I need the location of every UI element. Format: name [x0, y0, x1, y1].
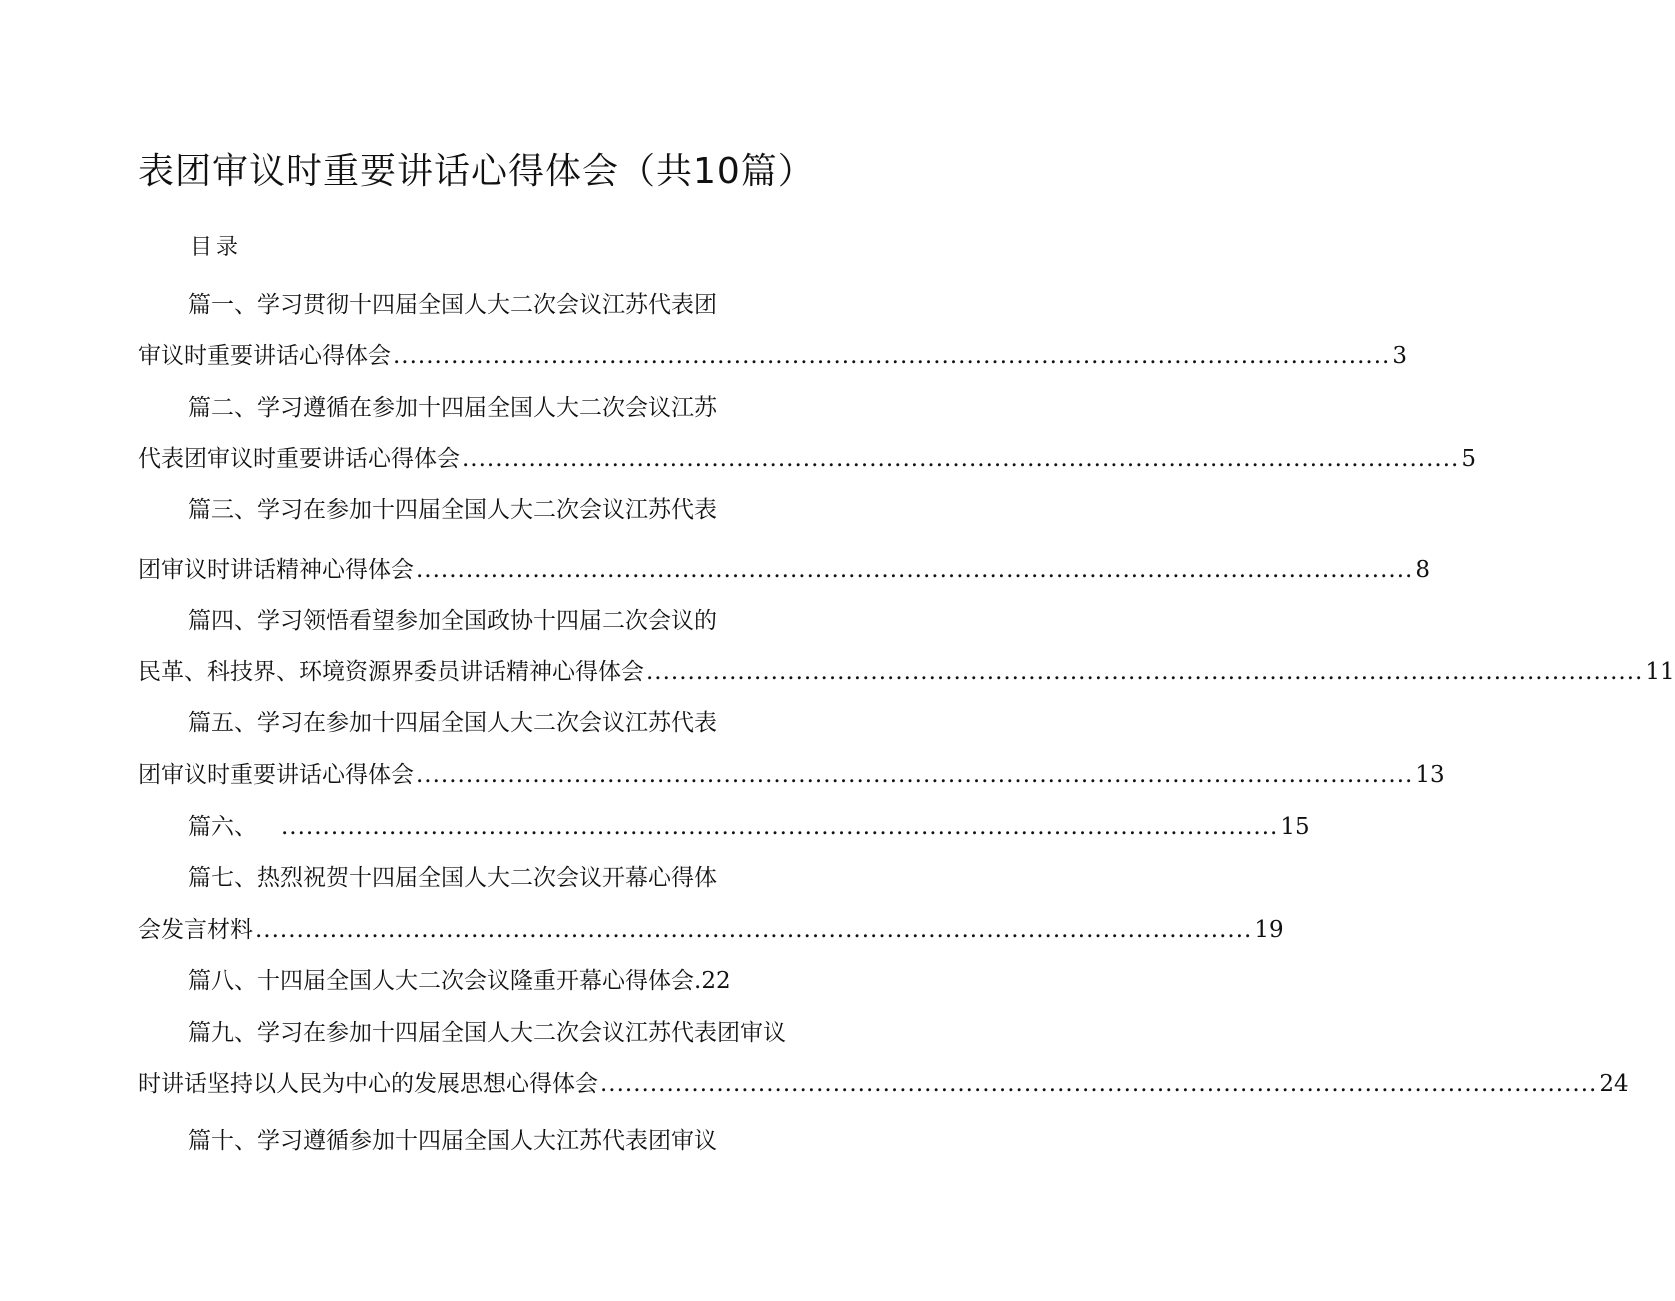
- dot-leader: ........................................................................................................................: [600, 1071, 1598, 1097]
- dot-leader: ........................................................................................................................: [646, 659, 1644, 685]
- toc-entry-2-line2[interactable]: 代表团审议时重要讲话心得体会 ........................................................................................................................ 5: [138, 442, 776, 476]
- toc-entry-2-line1[interactable]: 篇二、学习遵循在参加十四届全国人大二次会议江苏: [188, 395, 717, 421]
- toc-page-number: 8: [1415, 557, 1430, 583]
- dot-leader: ........................................................................................................................: [255, 917, 1253, 943]
- toc-page-number: 24: [1599, 1071, 1629, 1097]
- toc-heading: 目录: [190, 235, 243, 260]
- toc-entry-3-line1[interactable]: 篇三、学习在参加十四届全国人大二次会议江苏代表: [188, 497, 717, 523]
- toc-entry-5-line1[interactable]: 篇五、学习在参加十四届全国人大二次会议江苏代表: [188, 710, 717, 736]
- toc-entry-1-line2[interactable]: 审议时重要讲话心得体会 ........................................................................................................................ 3: [138, 339, 763, 373]
- dot-leader: ........................................................................................................................: [416, 557, 1414, 583]
- toc-entry-3-line2[interactable]: 团审议时讲话精神心得体会 ........................................................................................................................ 8: [138, 553, 776, 587]
- toc-entry-7-line2[interactable]: 会发言材料 ........................................................................................................................ 19: [138, 913, 776, 947]
- toc-entry-4-line1[interactable]: 篇四、学习领悟看望参加全国政协十四届二次会议的: [188, 608, 717, 634]
- toc-page-number: 15: [1280, 814, 1310, 840]
- toc-page-number: 22: [701, 968, 731, 994]
- toc-page-number: 11: [1645, 659, 1675, 685]
- toc-page-number: 3: [1392, 343, 1407, 369]
- toc-entry-9-line1[interactable]: 篇九、学习在参加十四届全国人大二次会议江苏代表团审议: [188, 1020, 786, 1046]
- toc-entry-6[interactable]: 篇六、 ........................................................................................................................ 15: [188, 810, 776, 844]
- toc-entry-10-line1[interactable]: 篇十、学习遵循参加十四届全国人大江苏代表团审议: [188, 1128, 717, 1154]
- dot-leader: ........................................................................................................................: [462, 446, 1460, 472]
- dot-leader: .: [694, 968, 702, 994]
- dot-leader: ........................................................................................................................: [416, 762, 1414, 788]
- dot-leader: ........................................................................................................................: [281, 814, 1279, 840]
- toc-entry-7-line1[interactable]: 篇七、热烈祝贺十四届全国人大二次会议开幕心得体: [188, 865, 717, 891]
- toc-page-number: 13: [1415, 762, 1445, 788]
- toc-entry-5-line2[interactable]: 团审议时重要讲话心得体会 ........................................................................................................................ 13: [138, 758, 776, 792]
- toc-page-number: 5: [1461, 446, 1476, 472]
- toc-entry-9-line2[interactable]: 时讲话坚持以人民为中心的发展思想心得体会 ........................................................................................................................ 24: [138, 1067, 670, 1101]
- toc-page-number: 19: [1254, 917, 1284, 943]
- toc-entry-8[interactable]: 篇八、十四届全国人大二次会议隆重开幕心得体会 . 22: [188, 964, 731, 998]
- page-title: 表团审议时重要讲话心得体会（共10篇）: [138, 151, 815, 192]
- toc-entry-1-line1[interactable]: 篇一、学习贯彻十四届全国人大二次会议江苏代表团: [188, 292, 717, 318]
- toc-entry-4-line2[interactable]: 民革、科技界、环境资源界委员讲话精神心得体会 ........................................................................................................................ 11: [138, 655, 776, 689]
- dot-leader: ........................................................................................................................: [393, 343, 1391, 369]
